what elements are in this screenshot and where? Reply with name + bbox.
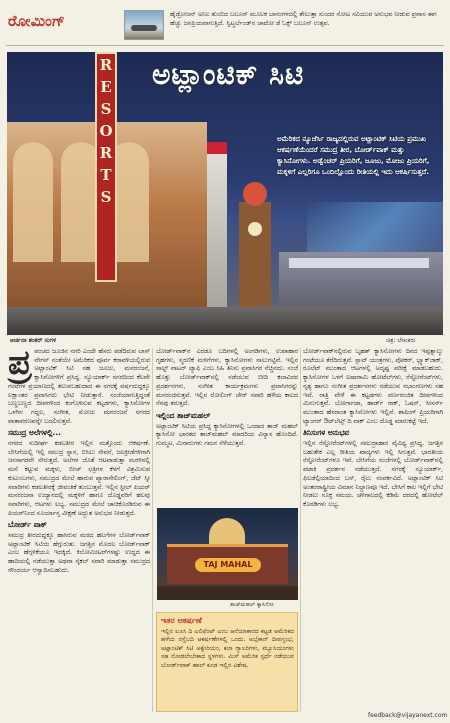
article-title: ಅಟ್ಲಾಂಟಿಕ್ ಸಿಟಿ [152,58,305,91]
photo-ground [157,586,298,600]
column-divider [300,348,301,712]
author-byline: ಅರ್ಚನಾ ಶಂಕರ್ ಸುಗಳ [10,337,57,344]
page-header [6,6,444,46]
body-paragraph: ನಗರದ ಸುದೀರ್ಘ ಕಡಲತೀರ ಇಲ್ಲಿನ ಮತ್ತೊಂದು ಆಕರ್ಷಣೆ. ಬೇಸಿಗೆಯಲ್ಲಿ ಇಲ್ಲಿ ಸಮುದ್ರ ಸ್ನಾನ, ಬಿಸಿಲು ಸೇವನೆ, ಜಲಕ್ರೀಡೆಗಳಿಗಾಗಿ ಜನಸಾಗರವೇ ಸೇರುತ್ತದೆ. ಅಲೆಗಳ ಜೊತೆ ಆಟವಾಡುತ್ತಾ ಮರಳಿನಲ್ಲಿ ಮನೆ ಕಟ್ಟುವ ಮಕ್ಕಳು, ಬೀಚ್ ಛತ್ರಿಗಳ ಕೆಳಗೆ ವಿಶ್ರಮಿಸುವ ಕುಟುಂಬಗಳು, ಸಮುದ್ರದ ಮೇಲೆ ಹಾರುವ ಪ್ಯಾರಾಸೇಲಿಂಗ್, ಜೆಟ್ ಸ್ಕೀ ಸವಾರಿಗಳು ಕಡಲತೀರಕ್ಕೆ ಜೀವಂತಿಕೆ ತುಂಬುತ್ತವೆ. ಇಲ್ಲಿನ ಸ್ಟೀಲ್ ಪಿಯರ್ ಮನರಂಜನಾ ಉದ್ಯಾನದಲ್ಲಿ ಮಕ್ಕಳಿಗೆ ಹಾಗೂ ದೊಡ್ಡವರಿಗೆ ಹಲವು ಸವಾರಿಗಳು, ಆಟಗಳು ಲಭ್ಯ. ಸಮುದ್ರದ ಮೇಲೆ ಚಾಚಿಕೊಂಡಿರುವ ಈ ಪಿಯರ್‌ನಿಂದ ಸೂರ್ಯಾಸ್ತ ವೀಕ್ಷಣೆ ಅದ್ಭುತ ಅನುಭವ ನೀಡುತ್ತದೆ. [8,440,150,517]
sign-letter: S [100,100,112,118]
teaser-text: ಹೈಡ್ರೋಜನ್ ಅನಿಲ ತುಂಬಿದ ಬಲೂನ್ ಮೂಲಕ ಬಾನಂಗಳದಲ್ಲಿ ತೇಲುತ್ತಾ ಸುಂದರ ನೋಟ ಸವಿಯುವ ಅನುಭವ ನೀಡುವ ಪ್ರವಾಸ ಈಗ ಹೆಚ್ಚು ಜನಪ್ರಿಯವಾಗುತ್ತಿದೆ. ಸ್ವಿಟ್ಜರ್ಲೆಂಡ್‌ನ ಚಾಟೋ ಡೆ ಓಕ್ಸ್ ಬಲೂನ್ ಉತ್ಸವ. [170,11,437,27]
article-lede: ಅಮೆರಿಕದ ನ್ಯೂಜೆರ್ಸಿ ರಾಜ್ಯದಲ್ಲಿರುವ ಅಟ್ಲಾಂಟಿಕ್ ಸಿಟಿಯ ಪ್ರಮುಖ ಆಕರ್ಷಣೆಯೆಂದರೆ ಸಮುದ್ರ ತೀರ, ಬೋರ್ಡ್‌ವಾಕ್ ಮತ್ತು ಕ್ಯಾಸಿನೋಗಳು. ಅಡ್ವೆಂಚರ್ ಪ್ರಿಯರಿಗೆ, ಜೂಜು, ಮೋಜು ಪ್ರಿಯರಿಗೆ, ಮಕ್ಕಳಿಗೆ ಎಲ್ಲರಿಗೂ ಒಂದಿಲ್ಲೊಂದು ರೀತಿಯಲ್ಲಿ ಇದು ಆಕರ್ಷಿಸುತ್ತದೆ. [277,135,430,176]
sign-letter: E [100,78,112,96]
section-tag: ರೋಮಿಂಗ್ [8,12,66,30]
building-arch [13,142,53,262]
box-body: ಇಲ್ಲಿನ ಲೂಸಿ ದಿ ಎಲಿಫೆಂಟ್ ಎಂಬ ಆನೆಯಾಕಾರದ ಕಟ್ಟಡ ಅಮೆರಿಕದ ಹಳೆಯ ರಸ್ತೆಬದಿ ಆಕರ್ಷಣೆಗಳಲ್ಲಿ ಒಂದು. ಅಬ್ಸೆಕಾನ್ ದೀಪಸ್ತಂಭ, ಅಟ್ಲಾಂಟಿಕ್ ಸಿಟಿ ಅಕ್ವೇರಿಯಂ, ಕಲಾ ಗ್ಯಾಲರಿಗಳು, ಮ್ಯೂಸಿಯಂಗಳು ಸಹ ನೋಡಲೇಬೇಕಾದ ಸ್ಥಳಗಳು. ಮಿಸ್ ಅಮೆರಿಕ ಸ್ಪರ್ಧೆ ನಡೆಯುವ ಬೋರ್ಡ್‌ವಾಕ್ ಹಾಲ್ ಕೂಡ ಇಲ್ಲಿನ ವಿಶೇಷ. [161,628,294,669]
intro-text: ಪಂಚದ ಜೂಜಿನ ನಗರಿ ಎಂದೇ ಹೆಸರು ಪಡೆದಿರುವ ಲಾಸ್ ವೇಗಸ್ ನಂತೆಯೇ ಅಮೆರಿಕದ ಪೂರ್ವ ಕರಾವಳಿಯಲ್ಲಿರುವ ಅಟ್ಲಾಂಟಿಕ್ ಸಿಟಿ ಸಹ ಜೂಜು, ಮನರಂಜನೆ, ಕ್ಯಾಸಿನೋಗಳಿಗೆ ಪ್ರಸಿದ್ಧ. ನ್ಯೂಯಾರ್ಕ್ ನಗರದಿಂದ ಕೆಲವೇ ಗಂಟೆಗಳ ಪ್ರಯಾಣದಲ್ಲಿ ತಲುಪಬಹುದಾದ ಈ ನಗರಕ್ಕೆ ವರ್ಷದುದ್ದಕ್ಕೂ ಲಕ್ಷಾಂತರ ಪ್ರವಾಸಿಗರು ಭೇಟಿ ನೀಡುತ್ತಾರೆ. ಸಂಜೆಯಾಗುತ್ತಿದ್ದಂತೆ ಬಣ್ಣಬಣ್ಣದ ದೀಪಗಳಿಂದ ಕಂಗೊಳಿಸುವ ಕಟ್ಟಡಗಳು, ಕ್ಯಾಸಿನೋಗಳ ಒಳಗಿನ ಗದ್ದಲ, ಸಂಗೀತ, ಮೋಜು ಮನರಂಜನೆ ನಗರದ ವಾತಾವರಣವನ್ನೇ ಬದಲಿಸುತ್ತವೆ. [8,348,150,425]
box-title: ಇತರ ಆಕರ್ಷಣೆ [161,616,202,625]
street [7,307,443,335]
body-paragraph: ಬೋರ್ಡ್‌ವಾಕ್‌ನಲ್ಲಿರುವ ಬೃಹತ್ ಕ್ಯಾಸಿನೋಗಳು ದಿನದ ಇಪ್ಪತ್ನಾಲ್ಕು ಗಂಟೆಯೂ ತೆರೆದಿರುತ್ತವೆ. ಸ್ಲಾಟ್ ಯಂತ್ರಗಳು, ಪೋಕರ್, ಬ್ಲ್ಯಾಕ್‌ಜಾಕ್, ರೂಲೆಟ್ ಮುಂತಾದ ಆಟಗಳಲ್ಲಿ ಅದೃಷ್ಟ ಪರೀಕ್ಷೆ ಮಾಡಬಹುದು. ಕ್ಯಾಸಿನೋಗಳ ಒಳಗೆ ಐಷಾರಾಮಿ ಹೋಟೆಲ್‌ಗಳು, ರೆಸ್ಟೋರೆಂಟ್‌ಗಳು, ನೃತ್ಯ ಹಾಗೂ ಸಂಗೀತ ಪ್ರದರ್ಶನಗಳು ನಡೆಯುವ ಸಭಾಂಗಣಗಳು ಸಹ ಇವೆ. ರಾತ್ರಿ ವೇಳೆ ಈ ಕಟ್ಟಡಗಳು ವರ್ಣರಂಜಿತ ದೀಪಗಳಿಂದ ಮಿನುಗುತ್ತವೆ. ಬೋರ್ಗಾಟಾ, ಹಾರ್ಡ್ ರಾಕ್, ಓಷನ್, ಸೀಸರ್ಸ್ ಮುಂತಾದ ಹೆಸರಾಂತ ಕ್ಯಾಸಿನೋಗಳು ಇಲ್ಲಿವೆ. ಶಾಪಿಂಗ್ ಪ್ರಿಯರಿಗಾಗಿ ಟ್ಯಾಂಗರ್ ಔಟ್‌ಲೆಟ್ಸ್ ದಿ ವಾಕ್ ಎಂಬ ದೊಡ್ಡ ಮಾರುಕಟ್ಟೆ ಇದೆ. [303,348,443,425]
teaser-thumbnail [124,10,164,40]
sign-letter: S [100,188,112,206]
body-paragraph: ಸಮುದ್ರ ತೀರದುದ್ದಕ್ಕೂ ಹಾಸಿರುವ ಮರದ ಹಲಗೆಗಳ ಬೋರ್ಡ್‌ವಾಕ್ ಅಟ್ಲಾಂಟಿಕ್ ಸಿಟಿಯ ಹೆಗ್ಗುರುತು. ಜಗತ್ತಿನ ಮೊದಲ ಬೋರ್ಡ್‌ವಾಕ್ ಎಂಬ ಹೆಗ್ಗಳಿಕೆಯೂ ಇದಕ್ಕಿದೆ. ಕಿಲೋಮೀಟರ್‌ಗಳಷ್ಟು ಉದ್ದದ ಈ ಹಾದಿಯಲ್ಲಿ ನಡೆಯುತ್ತಾ ಅಥವಾ ಸೈಕಲ್ ಸವಾರಿ ಮಾಡುತ್ತಾ ಸಮುದ್ರದ ಸೌಂದರ್ಯ ಆಸ್ವಾದಿಸಬಹುದು. [8,532,150,574]
article-column-2 [156,348,298,452]
clock-tower [239,202,271,322]
drop-cap: ಪ್ರ [8,343,32,383]
sign-letter: O [99,122,113,140]
subheading: ಬೋರ್ಡ್ ವಾಕ್ [8,520,47,530]
article-column-3 [303,348,443,513]
feedback-email[interactable]: feedback@vijayanext.com [368,712,448,719]
subheading: ಇಲ್ಲಿಂದ ತಾಜ್‌ಮಹಲ್ [156,410,211,420]
article-column-1 [8,343,150,579]
inset-photo-caption: ತಾಜ್‌ಮಹಲ್ ಕ್ಯಾಸಿನೋ [230,602,274,608]
photo-sign: TAJ MAHAL [195,558,261,572]
sign-letter: R [99,144,113,162]
column-divider [152,348,153,712]
body-paragraph: ಇಲ್ಲಿನ ರೆಸ್ಟೋರೆಂಟ್‌ಗಳಲ್ಲಿ ಸಮುದ್ರಾಹಾರ ವೈವಿಧ್ಯ ಪ್ರಸಿದ್ಧ. ಜಗತ್ತಿನ ಬಹುತೇಕ ಎಲ್ಲ ರೀತಿಯ ಖಾದ್ಯಗಳು ಇಲ್ಲಿ ಸಿಗುತ್ತವೆ. ಭಾರತೀಯ ರೆಸ್ಟೋರೆಂಟ್‌ಗಳೂ ಇವೆ. ಬೇಸಿಗೆಯ ಸಂಜೆಗಳಲ್ಲಿ ಬೋರ್ಡ್‌ವಾಕ್‌ನಲ್ಲಿ ಪಟಾಕಿ ಪ್ರದರ್ಶನ ನಡೆಯುತ್ತದೆ. ನಗರಕ್ಕೆ ನ್ಯೂಯಾರ್ಕ್, ಫಿಲಡೆಲ್ಫಿಯಾದಿಂದ ಬಸ್, ರೈಲು ಸಂಪರ್ಕವಿದೆ. ಅಟ್ಲಾಂಟಿಕ್ ಸಿಟಿ ಅಂತರರಾಷ್ಟ್ರೀಯ ವಿಮಾನ ನಿಲ್ದಾಣವೂ ಇದೆ. ಬೇಸಿಗೆ ಕಾಲ ಇಲ್ಲಿಗೆ ಭೇಟಿ ನೀಡಲು ಸೂಕ್ತ ಸಮಯ. ಚಳಿಗಾಲದಲ್ಲಿ ಕಡಿಮೆ ದರದಲ್ಲಿ ಹೋಟೆಲ್ ಕೊಠಡಿಗಳು ಲಭ್ಯ. [303,440,443,508]
resorts-sign [95,52,117,282]
intro-paragraph [8,343,150,426]
photo-credit: ಚಿತ್ರ: ಲೇಖಕರು [386,337,416,344]
sign-letter: T [100,166,112,184]
taj-mahal-casino-photo [157,508,298,600]
body-paragraph: ಬೋರ್ಡ್‌ವಾಕ್‌ನ ಎರಡೂ ಬದಿಗಳಲ್ಲಿ ಅಂಗಡಿಗಳು, ಉಪಾಹಾರ ಗೃಹಗಳು, ಸ್ಮರಣಿಕೆ ಮಳಿಗೆಗಳು, ಕ್ಯಾಸಿನೋಗಳು ಸಾಲುಗಟ್ಟಿವೆ. ಇಲ್ಲಿನ ಸಾಲ್ಟ್ ವಾಟರ್ ಟ್ಯಾಫಿ ಎಂಬ ಸಿಹಿ ತಿನಿಸು ಪ್ರವಾಸಿಗರ ನೆಚ್ಚಿನದು. ಸಂಜೆ ಹೊತ್ತು ಬೋರ್ಡ್‌ವಾಕ್‌ನಲ್ಲಿ ನಡೆಯುವ ಬೀದಿ ಕಲಾವಿದರ ಪ್ರದರ್ಶನಗಳು, ಸಂಗೀತ ಕಾರ್ಯಕ್ರಮಗಳು ಪ್ರವಾಸಿಗರನ್ನು ಮನರಂಜಿಸುತ್ತವೆ. ಇಲ್ಲಿನ ರೋಲಿಂಗ್ ಚೇರ್ ಸವಾರಿ ಹಳೆಯ ಕಾಲದ ನೆನಪು ತರುತ್ತದೆ. [156,348,298,408]
subheading: ತಿನಿಸುಗಳ ಅನುಭವ [303,428,350,438]
body-paragraph: ಅಟ್ಲಾಂಟಿಕ್ ಸಿಟಿಯ ಪ್ರಸಿದ್ಧ ಕ್ಯಾಸಿನೋಗಳಲ್ಲಿ ಒಂದಾದ ತಾಜ್ ಮಹಲ್ ಕ್ಯಾಸಿನೋ ಭಾರತದ ತಾಜ್‌ಮಹಲ್ ಮಾದರಿಯ ವಿನ್ಯಾಸ ಹೊಂದಿದೆ. ಗುಮ್ಮಟ, ಮಿನಾರುಗಳು ಗಮನ ಸೆಳೆಯುತ್ತವೆ. [156,422,298,448]
other-attractions-box [156,612,298,712]
subheading: ಸಮುದ್ರ ಅಲೆಗಳಲ್ಲಿ... [8,428,61,438]
hero-photo [7,52,443,335]
sign-letter: R [99,56,113,74]
